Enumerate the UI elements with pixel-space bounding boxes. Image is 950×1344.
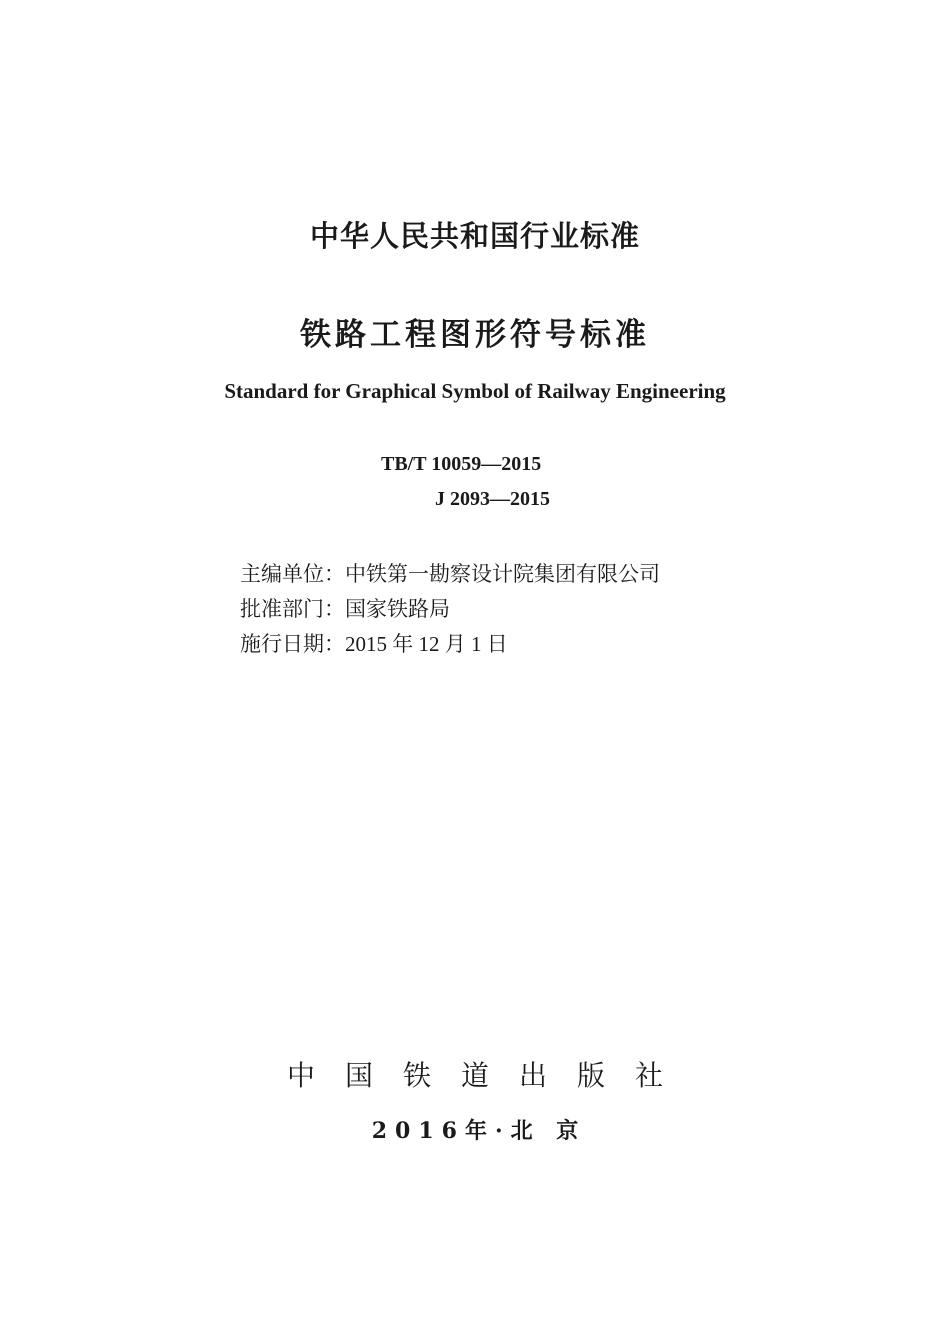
standard-code-j: J 2093—2015 [435, 488, 550, 510]
standard-category-heading: 中华人民共和国行业标准 [309, 219, 640, 253]
approval-dept-label: 批准部门： [240, 597, 345, 621]
editor-unit-label: 主编单位： [240, 562, 345, 586]
approval-dept-line [240, 593, 450, 623]
effective-date-line [240, 628, 508, 658]
approval-dept-value: 国家铁路局 [345, 597, 450, 621]
standard-code-tb: TB/T 10059—2015 [381, 453, 542, 475]
effective-date-value: 2015 年 12 月 1 日 [345, 632, 508, 656]
publisher-name: 中国铁道出版社 [286, 1059, 693, 1092]
editor-unit-value: 中铁第一勘察设计院集团有限公司 [345, 562, 660, 586]
document-title-english: Standard for Graphical Symbol of Railway Engineering [224, 379, 726, 403]
effective-date-label: 施行日期： [240, 632, 345, 656]
publication-year-place: 2016年·北 京 [371, 1118, 587, 1144]
document-title-chinese: 铁路工程图形符号标准 [300, 317, 650, 353]
editor-unit-line [240, 558, 660, 588]
